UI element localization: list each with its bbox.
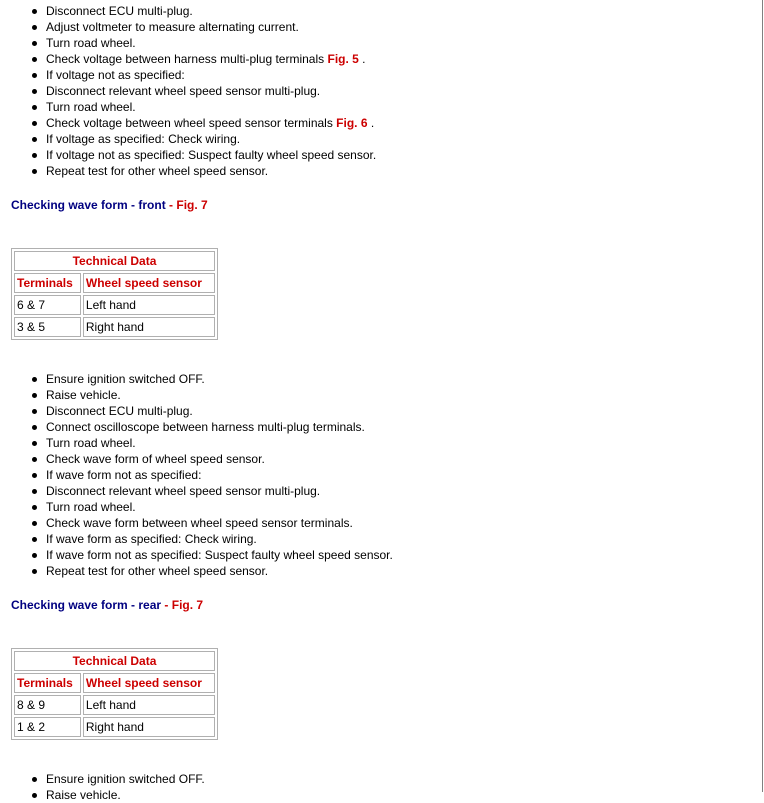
step-text-suffix: . bbox=[358, 52, 366, 66]
step-text: Check wave form between wheel speed sensor terminals. bbox=[46, 516, 353, 530]
cell-sensor: Left hand bbox=[83, 295, 215, 315]
step-text: Raise vehicle. bbox=[46, 388, 121, 402]
step-text: Ensure ignition switched OFF. bbox=[46, 772, 205, 786]
step-text: If wave form not as specified: bbox=[46, 468, 202, 482]
cell-terminals: 3 & 5 bbox=[14, 317, 81, 337]
bullet-icon bbox=[32, 73, 37, 78]
procedure-list-waveform-rear bbox=[0, 771, 205, 803]
list-item bbox=[0, 3, 376, 19]
step-text: If voltage not as specified: bbox=[46, 68, 185, 82]
bullet-icon bbox=[32, 505, 37, 510]
cell-sensor: Right hand bbox=[83, 717, 215, 737]
step-text: Turn road wheel. bbox=[46, 436, 136, 450]
list-item bbox=[0, 115, 376, 131]
column-header-terminals: Terminals bbox=[14, 273, 81, 293]
step-text: If wave form not as specified: Suspect faulty wheel speed sensor. bbox=[46, 548, 393, 562]
table-title: Technical Data bbox=[14, 251, 215, 271]
bullet-icon bbox=[32, 777, 37, 782]
bullet-icon bbox=[32, 425, 37, 430]
table-row bbox=[14, 695, 215, 715]
heading-position: front bbox=[138, 198, 166, 212]
heading-position: rear bbox=[138, 598, 162, 612]
fig-link[interactable]: Fig. 7 bbox=[171, 598, 204, 612]
list-item bbox=[0, 403, 393, 419]
step-text: Repeat test for other wheel speed sensor. bbox=[46, 564, 269, 578]
bullet-icon bbox=[32, 137, 37, 142]
list-item bbox=[0, 467, 393, 483]
list-item bbox=[0, 19, 376, 35]
list-item bbox=[0, 371, 393, 387]
list-item bbox=[0, 83, 376, 99]
cell-terminals: 8 & 9 bbox=[14, 695, 81, 715]
bullet-icon bbox=[32, 441, 37, 446]
fig-link[interactable]: Fig. 7 bbox=[176, 198, 208, 212]
procedure-list-waveform-front bbox=[0, 371, 393, 579]
step-text: Repeat test for other wheel speed sensor. bbox=[46, 164, 269, 178]
bullet-icon bbox=[32, 457, 37, 462]
list-item bbox=[0, 547, 393, 563]
bullet-icon bbox=[32, 105, 37, 110]
bullet-icon bbox=[32, 537, 37, 542]
list-item bbox=[0, 387, 393, 403]
list-item bbox=[0, 419, 393, 435]
heading-separator: - bbox=[127, 598, 139, 612]
list-item bbox=[0, 99, 376, 115]
heading-text: Checking wave form bbox=[11, 198, 128, 212]
list-item bbox=[0, 483, 393, 499]
bullet-icon bbox=[32, 793, 37, 798]
procedure-list-voltage bbox=[0, 3, 376, 179]
table-row bbox=[14, 295, 215, 315]
list-item bbox=[0, 35, 376, 51]
cell-terminals: 6 & 7 bbox=[14, 295, 81, 315]
bullet-icon bbox=[32, 377, 37, 382]
step-text: Check voltage between harness multi-plug terminals bbox=[46, 52, 328, 66]
step-text: Turn road wheel. bbox=[46, 500, 136, 514]
step-text: Disconnect ECU multi-plug. bbox=[46, 4, 193, 18]
list-item bbox=[0, 131, 376, 147]
list-item bbox=[0, 163, 376, 179]
fig-link[interactable]: Fig. 5 bbox=[327, 52, 359, 66]
step-text: Disconnect relevant wheel speed sensor multi-plug. bbox=[46, 84, 321, 98]
heading-separator: - bbox=[127, 198, 139, 212]
cell-terminals: 1 & 2 bbox=[14, 717, 81, 737]
cell-sensor: Right hand bbox=[83, 317, 215, 337]
fig-link[interactable]: Fig. 6 bbox=[336, 116, 368, 130]
step-text: Check wave form of wheel speed sensor. bbox=[46, 452, 265, 466]
list-item bbox=[0, 787, 205, 803]
section-heading-rear bbox=[11, 598, 203, 612]
bullet-icon bbox=[32, 41, 37, 46]
bullet-icon bbox=[32, 153, 37, 158]
step-text-suffix: . bbox=[367, 116, 375, 130]
step-text: Check voltage between wheel speed sensor terminals bbox=[46, 116, 337, 130]
step-text: Disconnect relevant wheel speed sensor multi-plug. bbox=[46, 484, 321, 498]
bullet-icon bbox=[32, 553, 37, 558]
step-text: If voltage not as specified: Suspect faulty wheel speed sensor. bbox=[46, 148, 377, 162]
list-item bbox=[0, 771, 205, 787]
step-text: If wave form as specified: Check wiring. bbox=[46, 532, 257, 546]
step-text: Disconnect ECU multi-plug. bbox=[46, 404, 193, 418]
column-header-terminals: Terminals bbox=[14, 673, 81, 693]
technical-data-table-rear bbox=[11, 648, 218, 740]
technical-data-table-front bbox=[11, 248, 218, 340]
bullet-icon bbox=[32, 169, 37, 174]
step-text: If voltage as specified: Check wiring. bbox=[46, 132, 241, 146]
list-item bbox=[0, 531, 393, 547]
step-text: Turn road wheel. bbox=[46, 36, 136, 50]
list-item bbox=[0, 515, 393, 531]
list-item bbox=[0, 147, 376, 163]
list-item bbox=[0, 435, 393, 451]
bullet-icon bbox=[32, 489, 37, 494]
step-text: Connect oscilloscope between harness multi-plug terminals. bbox=[46, 420, 365, 434]
bullet-icon bbox=[32, 393, 37, 398]
column-header-sensor: Wheel speed sensor bbox=[83, 673, 215, 693]
table-row bbox=[14, 317, 215, 337]
list-item bbox=[0, 499, 393, 515]
bullet-icon bbox=[32, 9, 37, 14]
list-item bbox=[0, 67, 376, 83]
table-title: Technical Data bbox=[14, 651, 215, 671]
bullet-icon bbox=[32, 521, 37, 526]
bullet-icon bbox=[32, 89, 37, 94]
cell-sensor: Left hand bbox=[83, 695, 215, 715]
step-text: Ensure ignition switched OFF. bbox=[46, 372, 205, 386]
heading-separator: - bbox=[165, 198, 177, 212]
list-item bbox=[0, 563, 393, 579]
bullet-icon bbox=[32, 25, 37, 30]
bullet-icon bbox=[32, 473, 37, 478]
bullet-icon bbox=[32, 569, 37, 574]
step-text: Turn road wheel. bbox=[46, 100, 136, 114]
heading-text: Checking wave form bbox=[11, 598, 128, 612]
bullet-icon bbox=[32, 57, 37, 62]
heading-separator: - bbox=[161, 598, 172, 612]
bullet-icon bbox=[32, 121, 37, 126]
step-text: Raise vehicle. bbox=[46, 788, 121, 802]
table-row bbox=[14, 717, 215, 737]
list-item bbox=[0, 51, 376, 67]
bullet-icon bbox=[32, 409, 37, 414]
list-item bbox=[0, 451, 393, 467]
step-text: Adjust voltmeter to measure alternating current. bbox=[46, 20, 299, 34]
column-header-sensor: Wheel speed sensor bbox=[83, 273, 215, 293]
section-heading-front bbox=[11, 198, 208, 212]
